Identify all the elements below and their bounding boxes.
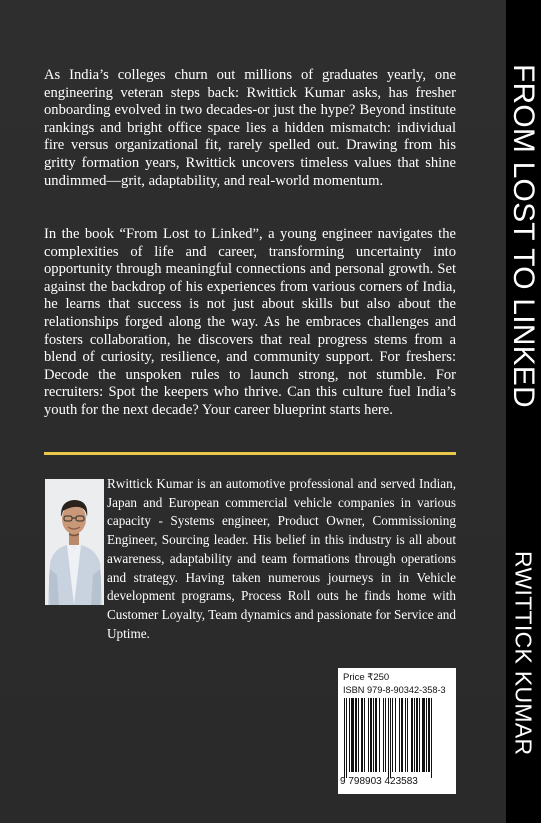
- barcode-bar: [361, 698, 363, 772]
- price-label: Price ₹250: [343, 672, 390, 683]
- isbn-label: ISBN 979-8-90342-358-3: [343, 685, 446, 695]
- barcode-bar: [416, 698, 418, 772]
- barcode-bar: [346, 698, 347, 778]
- barcode-bar: [379, 698, 380, 772]
- spine-author: RWITTICK KUMAR: [510, 551, 537, 756]
- divider-line: [44, 452, 456, 455]
- barcode-bar: [419, 698, 420, 772]
- barcode-bar: [364, 698, 365, 772]
- barcode-bar: [428, 698, 430, 772]
- barcode-bar: [401, 698, 403, 772]
- blurb-paragraph-1: As India’s colleges churn out millions of graduates yearly, one engineering veteran steps back: Rwittick Kumar asks, has fresher onboarding evolved in two decades-or just the hype? Beyond institute rankings and bright office space lies a hidden mismatch: individual fire versus organizational fit, rarely spelled out. Drawing from his gritty formation years, Rwittick uncovers timeless values that shine undimmed—grit, adaptability, and real-world momentum.: [44, 67, 456, 189]
- barcode-bar: [383, 698, 384, 772]
- barcode-bar: [407, 698, 408, 772]
- barcode-bar: [405, 698, 406, 772]
- barcode-bar: [385, 698, 386, 772]
- barcode-bar: [373, 698, 374, 772]
- barcode-digits: 9 798903 423583: [340, 776, 418, 787]
- isbn-barcode-block: [338, 668, 456, 794]
- barcode-bar: [344, 698, 345, 778]
- barcode-bar: [399, 698, 400, 772]
- barcode-bar: [351, 698, 354, 772]
- barcode-bar: [414, 698, 415, 772]
- barcode-bar: [349, 698, 350, 772]
- barcode-bar: [358, 698, 359, 772]
- barcode-icon: [343, 698, 451, 778]
- author-bio: Rwittick Kumar is an automotive professional and served Indian, Japan and European commercial vehicle companies in various capacity - Systems engineer, Product Owner, Commissioning Engineer, Sourcing leader. His belief in this industry is all about awareness, adaptability and team formations through operations and strategy. Having taken numerous journeys in in Vehicle development programs, Process Roll outs he finds home with Customer Loyalty, Team dynamics and passionate for Service and Uptime.: [107, 476, 456, 641]
- author-photo: [45, 479, 104, 605]
- barcode-bar: [392, 698, 393, 772]
- barcode-bar: [411, 698, 413, 772]
- barcode-bar: [375, 698, 377, 772]
- barcode-bar: [368, 698, 369, 772]
- spine-title: FROM LOST TO LINKED: [507, 64, 540, 408]
- blurb-paragraph-2: In the book “From Lost to Linked”, a young engineer navigates the complexities of life and career, transforming uncertainty into opportunity through meaningful connections and personal growth. Set against the backdrop of his experiences from various corners of India, he learns that success is not just about skills but also about the relationships forged along the way. As he embraces challenges and fosters collaboration, he discovers that real progress stems from a blend of curiosity, resilience, and community support. For freshers: Decode the unspoken rules to launch strong, not stumble. For recruiters: Spot the keepers who thrive. Can this culture fuel India’s youth for the next decade? Your career blueprint starts here.: [44, 226, 456, 418]
- barcode-bar: [390, 698, 391, 778]
- barcode-bar: [355, 698, 357, 772]
- barcode-bar: [422, 698, 425, 772]
- author-portrait-illustration: [45, 479, 104, 605]
- barcode-bar: [395, 698, 396, 772]
- barcode-bar: [431, 698, 432, 778]
- barcode-bar: [370, 698, 372, 772]
- barcode-bar: [426, 698, 427, 772]
- barcode-bar: [388, 698, 389, 778]
